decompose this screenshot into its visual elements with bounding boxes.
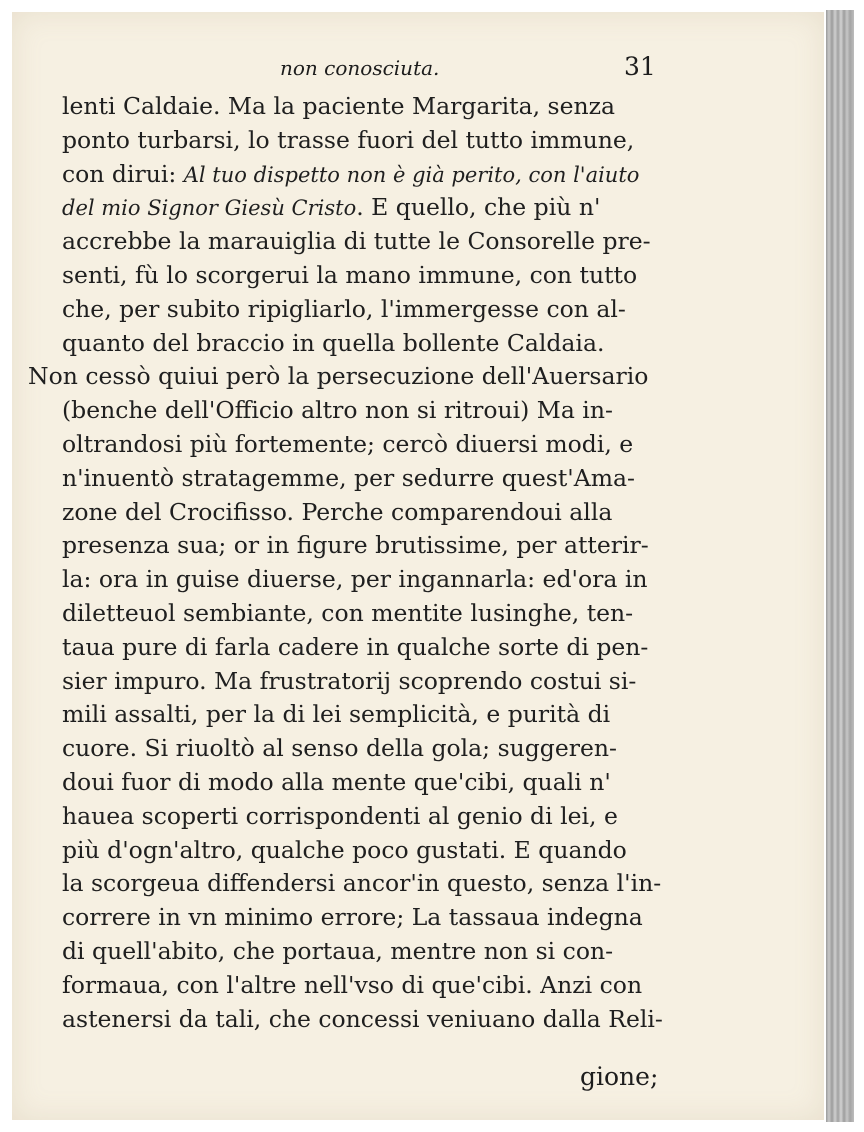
text-line <box>0 834 864 868</box>
line-text: con dirui: <box>62 159 184 188</box>
text-line <box>0 597 864 631</box>
line-text: oltrandosi più fortemente; cercò diuersi modi, e <box>62 429 634 458</box>
text-line <box>0 563 864 597</box>
page-header <box>0 52 864 90</box>
line-text: sier impuro. Ma frustratorij scoprendo costui si- <box>62 666 637 695</box>
line-text: doui fuor di modo alla mente que'cibi, quali n' <box>62 767 611 796</box>
line-text: più d'ogn'altro, qualche poco gustati. E quando <box>62 835 627 864</box>
line-text: cuore. Si riuoltò al senso della gola; suggeren- <box>62 734 617 763</box>
text-line <box>0 631 864 665</box>
line-text: astenersi da tali, che concessi veniuano dalla Reli- <box>62 1004 663 1033</box>
line-text: senti, fù lo scorgerui la mano immune, con tutto <box>62 260 638 289</box>
italic-text: del mio Signor Giesù Cristo <box>62 196 357 221</box>
text-line <box>0 360 864 394</box>
line-text: zone del Crocifisso. Perche comparendoui alla <box>62 497 613 526</box>
line-text: ponto turbarsi, lo trasse fuori del tutto immune, <box>62 125 635 154</box>
body-text <box>0 90 864 1036</box>
line-text: quanto del braccio in quella bollente Caldaia. <box>62 328 605 357</box>
line-text: Non cessò quiui però la persecuzione dell'Auersario <box>28 362 649 391</box>
line-text: . E quello, che più n' <box>356 193 601 222</box>
line-text: mili assalti, per la di lei semplicità, e purità di <box>62 700 611 729</box>
line-text: formaua, con l'altre nell'vso di que'cibi. Anzi con <box>62 970 643 999</box>
text-line <box>0 529 864 563</box>
text-line <box>0 293 864 327</box>
page-number: 31 <box>624 52 656 81</box>
text-line <box>0 867 864 901</box>
line-text: (benche dell'Officio altro non si ritroui) Ma in- <box>62 396 613 425</box>
line-text: lenti Caldaie. Ma la paciente Margarita, senza <box>62 92 616 120</box>
line-text: hauea scoperti corrispondenti al genio di lei, e <box>62 801 618 830</box>
text-line <box>0 191 864 225</box>
text-line <box>0 462 864 496</box>
running-title: non conosciuta. <box>280 56 440 80</box>
text-line <box>0 90 864 124</box>
text-line <box>0 1003 864 1037</box>
text-line <box>0 969 864 1003</box>
text-line <box>0 800 864 834</box>
text-line <box>0 428 864 462</box>
line-text: presenza sua; or in figure brutissime, per atterir- <box>62 531 649 560</box>
text-line <box>0 394 864 428</box>
line-text: diletteuol sembiante, con mentite lusinghe, ten- <box>62 598 634 627</box>
italic-text: Al tuo dispetto non è già perito, con l'aiuto <box>183 162 640 187</box>
text-line <box>0 665 864 699</box>
text-line <box>0 124 864 158</box>
line-text: la: ora in guise diuerse, per ingannarla: ed'ora in <box>62 565 648 594</box>
line-text: correre in vn minimo errore; La tassaua indegna <box>62 903 643 932</box>
text-line <box>0 766 864 800</box>
line-text: di quell'abito, che portaua, mentre non si con- <box>62 936 614 965</box>
text-line <box>0 732 864 766</box>
line-text: la scorgeua diffendersi ancor'in questo, senza l'in- <box>62 869 662 898</box>
text-line <box>0 327 864 361</box>
line-text: taua pure di farla cadere in qualche sorte di pen- <box>62 632 649 661</box>
line-text: n'inuentò stratagemme, per sedurre quest'Ama- <box>62 463 635 492</box>
catchword: gione; <box>580 1062 659 1091</box>
line-text: che, per subito ripigliarlo, l'immergesse con al- <box>62 294 626 323</box>
text-line <box>0 259 864 293</box>
text-line <box>0 935 864 969</box>
text-line <box>0 225 864 259</box>
text-line <box>0 901 864 935</box>
text-line <box>0 496 864 530</box>
text-line <box>0 158 864 192</box>
line-text: accrebbe la marauiglia di tutte le Consorelle pre- <box>62 227 651 256</box>
text-line <box>0 698 864 732</box>
